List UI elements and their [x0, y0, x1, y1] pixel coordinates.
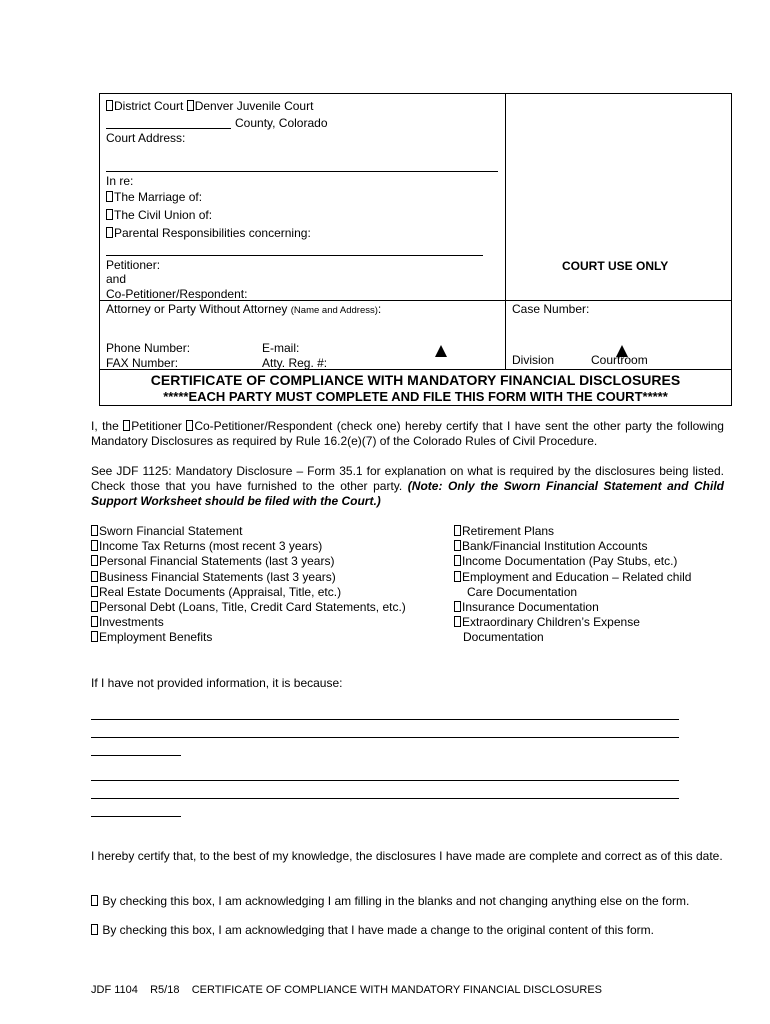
ack-no-change-label: By checking this box, I am acknowledging I am filling in the blanks and not changing anything else on the form. [102, 894, 690, 908]
disclosure-checkbox[interactable] [454, 525, 461, 536]
disclosure-item-continued: Care Documentation [467, 585, 578, 599]
disclosure-item: Business Financial Statements (last 3 years) [99, 570, 336, 584]
disclosure-checkbox[interactable] [91, 616, 98, 627]
form-number: JDF 1104 [91, 984, 138, 996]
reason-line[interactable] [91, 719, 679, 720]
courtroom-label: Courtroom [591, 353, 648, 367]
ack-change-checkbox[interactable] [91, 924, 98, 935]
marriage-checkbox[interactable] [106, 191, 113, 202]
phone-label: Phone Number: [106, 341, 191, 355]
county-label: County, Colorado [235, 116, 328, 130]
petitioner-option: Petitioner [131, 419, 182, 433]
not-provided-label: If I have not provided information, it is because: [91, 676, 343, 690]
triangle-marker-icon [435, 345, 447, 357]
caption-divider-vertical [505, 93, 506, 369]
fax-label: FAX Number: [106, 356, 179, 370]
civil-union-checkbox[interactable] [106, 209, 113, 220]
co-petitioner-label: Co-Petitioner/Respondent: [106, 287, 248, 301]
disclosure-item: Income Tax Returns (most recent 3 years) [99, 539, 323, 553]
footer-title: CERTIFICATE OF COMPLIANCE WITH MANDATORY FINANCIAL DISCLOSURES [191, 984, 603, 996]
disclosure-item: Insurance Documentation [462, 600, 599, 614]
disclosure-checkbox[interactable] [91, 586, 98, 597]
parties-line[interactable] [106, 255, 483, 256]
reason-line[interactable] [91, 755, 181, 756]
ack-change-label: By checking this box, I am acknowledging that I have made a change to the original content of this form. [102, 923, 654, 937]
form-title: CERTIFICATE OF COMPLIANCE WITH MANDATORY FINANCIAL DISCLOSURES [150, 372, 681, 388]
form-subtitle: *****EACH PARTY MUST COMPLETE AND FILE THIS FORM WITH THE COURT***** [163, 389, 668, 404]
disclosure-item: Retirement Plans [462, 524, 555, 538]
case-number-label: Case Number: [512, 302, 590, 316]
co-petitioner-option: Co-Petitioner/Respondent (check one) hereby certify that I have sent the other party the following Mandatory Disclosures as required by Rule 16.2(e)(7) of the Colorado Rules of Civil Procedure. [91, 419, 724, 448]
disclosure-checkbox[interactable] [91, 540, 98, 551]
disclosure-item: Income Documentation (Pay Stubs, etc.) [462, 554, 678, 568]
and-label: and [106, 272, 127, 286]
reason-line[interactable] [91, 780, 679, 781]
disclosure-checkbox[interactable] [454, 616, 461, 627]
disclosure-checkbox[interactable] [454, 571, 461, 582]
email-label: E-mail: [262, 341, 300, 355]
parental-checkbox[interactable] [106, 227, 113, 238]
civil-union-label: The Civil Union of: [114, 208, 213, 222]
disclosure-item: Bank/Financial Institution Accounts [462, 539, 648, 553]
certify-statement: I hereby certify that, to the best of my knowledge, the disclosures I have made are complete and correct as of this date. [91, 849, 723, 863]
atty-reg-label: Atty. Reg. #: [262, 356, 328, 370]
disclosure-checkbox[interactable] [91, 601, 98, 612]
attorney-colon: : [377, 302, 382, 316]
district-court-checkbox[interactable] [106, 100, 113, 111]
disclosure-item: Personal Debt (Loans, Title, Credit Card Statements, etc.) [99, 600, 406, 614]
disclosure-item-continued: Documentation [463, 630, 544, 644]
marriage-label: The Marriage of: [114, 190, 203, 204]
disclosure-item: Personal Financial Statements (last 3 years) [99, 554, 335, 568]
disclosure-item: Extraordinary Children’s Expense [462, 615, 640, 629]
see-jdf-text: See JDF 1125: Mandatory Disclosure – Form 35.1 for explanation on what is required by the disclosures being listed. Check those that you have furnished to the other party. [91, 464, 724, 493]
disclosure-checkbox[interactable] [454, 601, 461, 612]
reason-line[interactable] [91, 816, 181, 817]
county-blank[interactable] [106, 128, 231, 129]
disclosure-item: Employment and Education – Related child [462, 570, 692, 584]
petitioner-checkbox[interactable] [123, 420, 130, 431]
juvenile-court-checkbox[interactable] [187, 100, 194, 111]
court-use-only: COURT USE ONLY [562, 259, 669, 273]
caption-divider-title [99, 369, 732, 370]
disclosure-item: Sworn Financial Statement [99, 524, 243, 538]
court-address-label: Court Address: [106, 131, 186, 145]
certify-prefix: I, the [91, 419, 119, 433]
reason-line[interactable] [91, 798, 679, 799]
attorney-note: (Name and Address) [290, 305, 378, 316]
disclosure-checkbox[interactable] [91, 555, 98, 566]
disclosure-checkbox[interactable] [454, 540, 461, 551]
disclosure-item: Real Estate Documents (Appraisal, Title, etc.) [99, 585, 342, 599]
juvenile-court-label: Denver Juvenile Court [194, 99, 314, 113]
parental-label: Parental Responsibilities concerning: [114, 226, 311, 240]
petitioner-label: Petitioner: [106, 258, 161, 272]
ack-no-change-checkbox[interactable] [91, 895, 98, 906]
disclosure-checkbox[interactable] [454, 555, 461, 566]
form-revision: R5/18 [150, 984, 180, 996]
court-address-line[interactable] [106, 171, 498, 172]
disclosure-checkbox[interactable] [91, 631, 98, 642]
co-petitioner-checkbox[interactable] [186, 420, 193, 431]
note-text: (Note: Only the Sworn Financial Statement and Child Support Worksheet should be filed with the Court.) [91, 479, 724, 508]
triangle-marker-icon [616, 345, 628, 357]
disclosure-checkbox[interactable] [91, 525, 98, 536]
disclosure-item: Employment Benefits [99, 630, 213, 644]
district-court-label: District Court [114, 99, 184, 113]
attorney-label: Attorney or Party Without Attorney [106, 302, 288, 316]
division-label: Division [512, 353, 555, 367]
disclosure-item: Investments [99, 615, 164, 629]
in-re-label: In re: [106, 174, 134, 188]
reason-line[interactable] [91, 737, 679, 738]
disclosure-checkbox[interactable] [91, 571, 98, 582]
